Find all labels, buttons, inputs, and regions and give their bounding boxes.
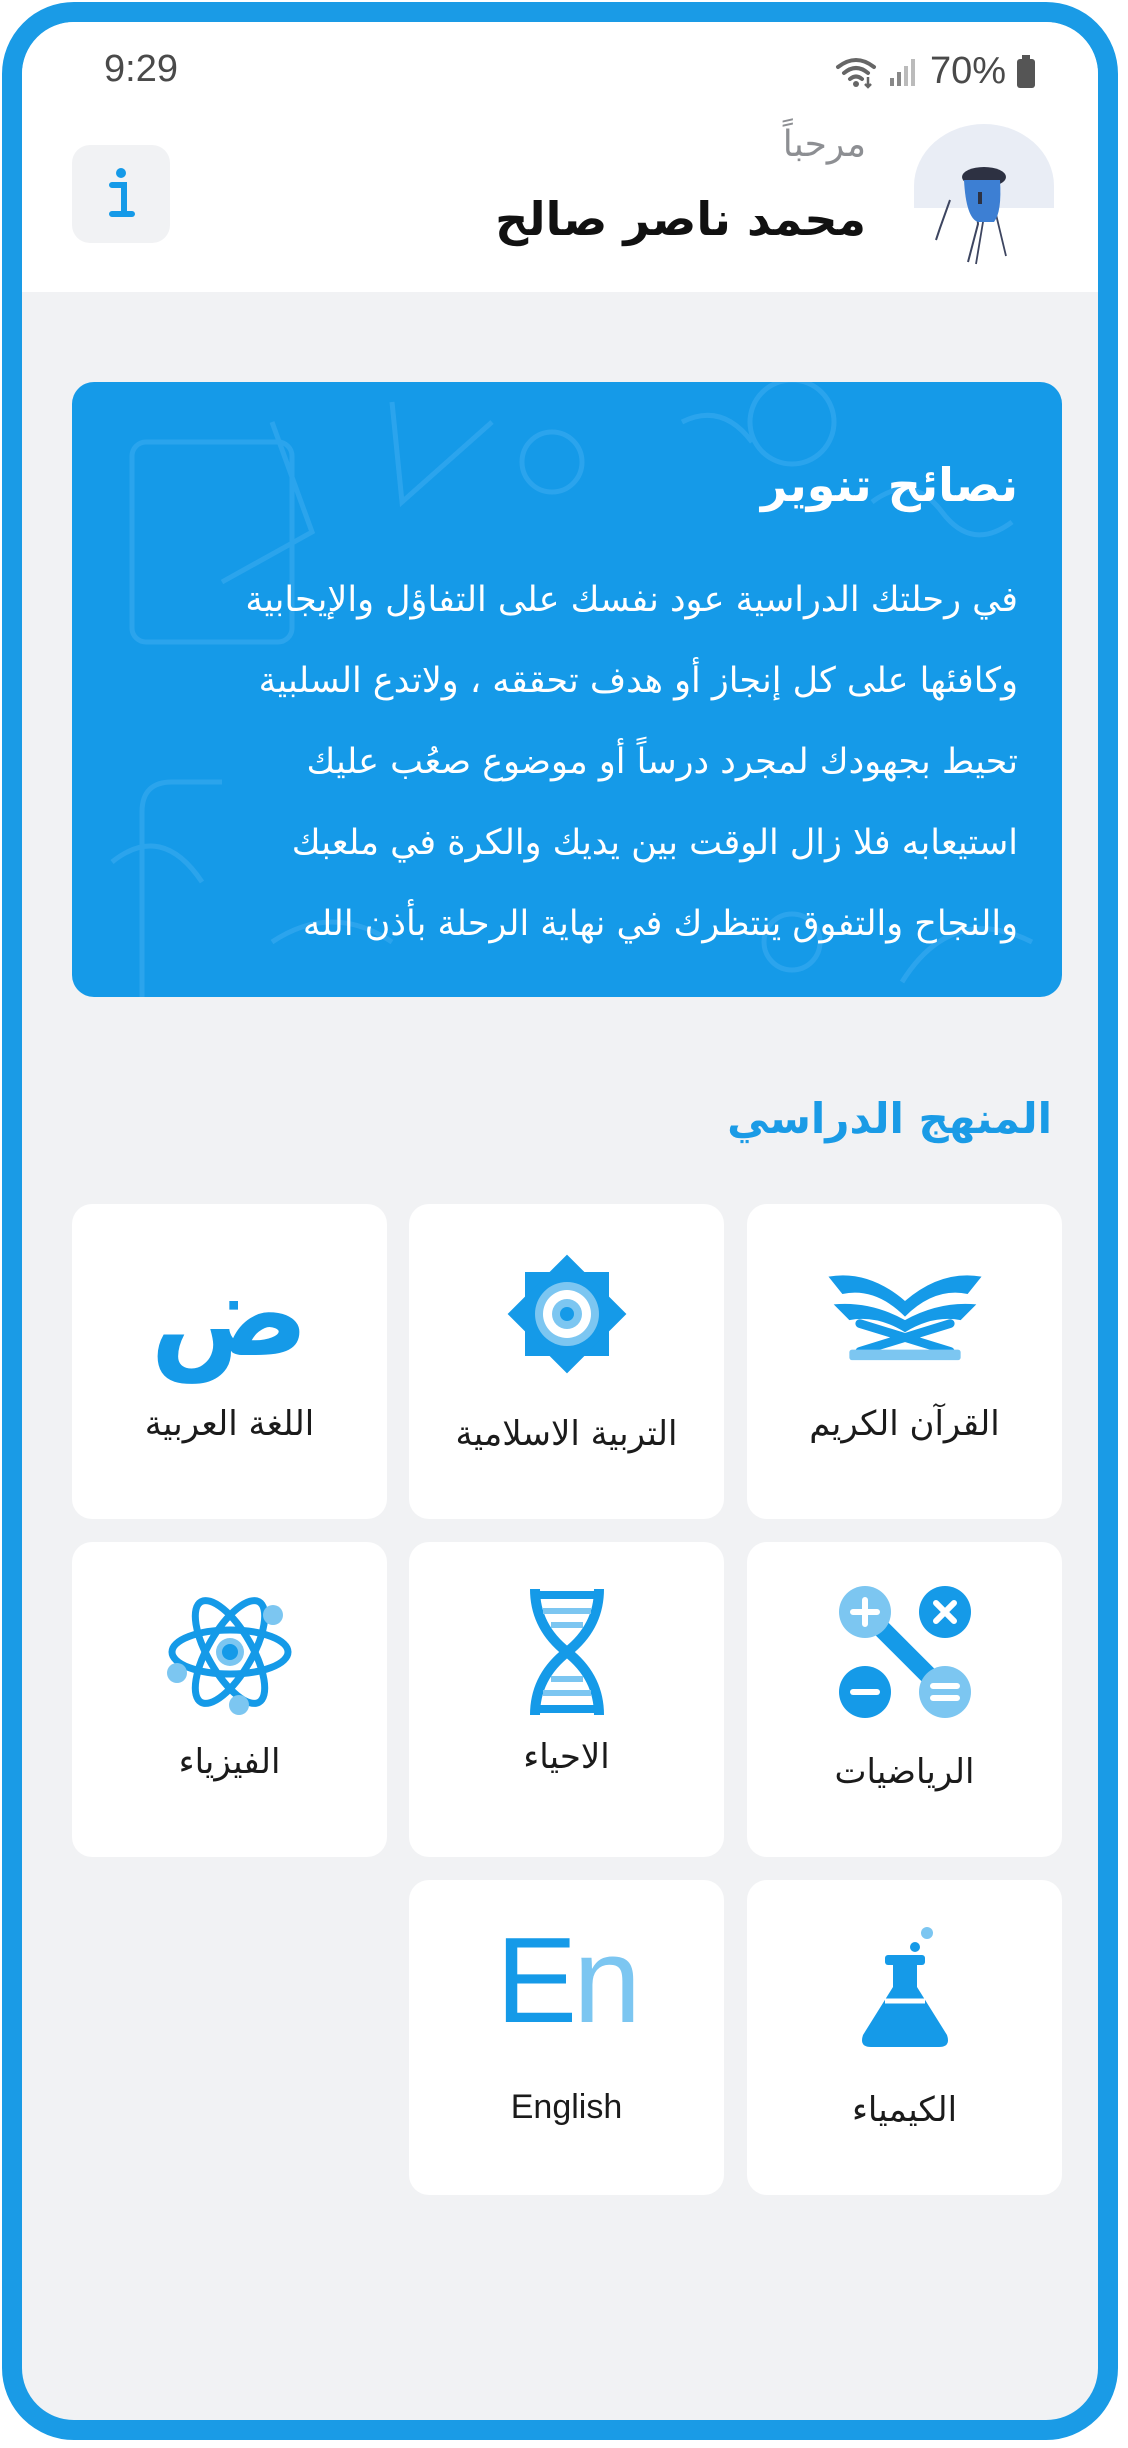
info-button[interactable] [72,145,170,243]
subject-label: الرياضيات [834,1752,975,1792]
subject-label: الفيزياء [178,1742,281,1782]
subject-card-math[interactable] [747,1542,1062,1857]
tips-line: استيعابه فلا زال الوقت بين يديك والكرة في ملعبك [291,823,1018,863]
subject-card-chemistry[interactable] [747,1880,1062,2195]
curriculum-title: المنهج الدراسي [727,1094,1052,1143]
subject-label: اللغة العربية [144,1404,315,1444]
status-time: 9:29 [104,48,178,90]
user-name: محمد ناصر صالح [495,192,866,246]
tips-line: وكافئها على كل إنجاز أو هدف تحققه ، ولاتدع السلبية [258,661,1018,701]
islamic-star-icon [501,1248,633,1380]
tips-line: والنجاح والتفوق ينتظرك في نهاية الرحلة بأذن الله [302,904,1018,944]
subject-label: القرآن الكريم [809,1404,1000,1444]
signal-icon [888,56,920,88]
status-icons [834,50,1036,93]
info-icon [106,167,136,221]
subject-card-islamic[interactable] [409,1204,724,1519]
english-icon: En [495,1912,638,2048]
tips-line: في رحلتك الدراسية عود نفسك على التفاؤل والإيجابية [245,580,1018,620]
quran-icon [825,1259,985,1369]
subject-label: الكيمياء [851,2090,958,2130]
subject-card-biology[interactable] [409,1542,724,1857]
battery-icon [1016,55,1036,89]
wifi-icon [834,55,878,89]
subject-label: الاحياء [523,1737,610,1777]
math-icon [835,1582,975,1722]
flask-icon [855,1925,955,2055]
battery-percent: 70% [929,50,1006,92]
subject-card-english[interactable] [409,1880,724,2195]
atom-icon [165,1587,295,1717]
tips-line: تحيط بجهودك لمجرد درساً أو موضوع صعُب عليك [306,742,1018,782]
subject-card-arabic[interactable] [72,1204,387,1519]
arabic-letter-icon: ض [150,1245,309,1383]
subject-label: English [510,2088,623,2126]
dna-icon [527,1587,607,1717]
avatar[interactable] [914,124,1054,284]
tips-title: نصائح تنوير [760,458,1018,512]
tips-card [72,382,1062,997]
subject-card-quran[interactable] [747,1204,1062,1519]
greeting-text: مرحباً [782,124,866,165]
header-area [22,22,1098,292]
app-screen [22,22,1098,2420]
tips-body [118,560,1018,965]
subject-label: التربية الاسلامية [455,1414,678,1454]
phone-frame [2,2,1118,2440]
subject-card-physics[interactable] [72,1542,387,1857]
